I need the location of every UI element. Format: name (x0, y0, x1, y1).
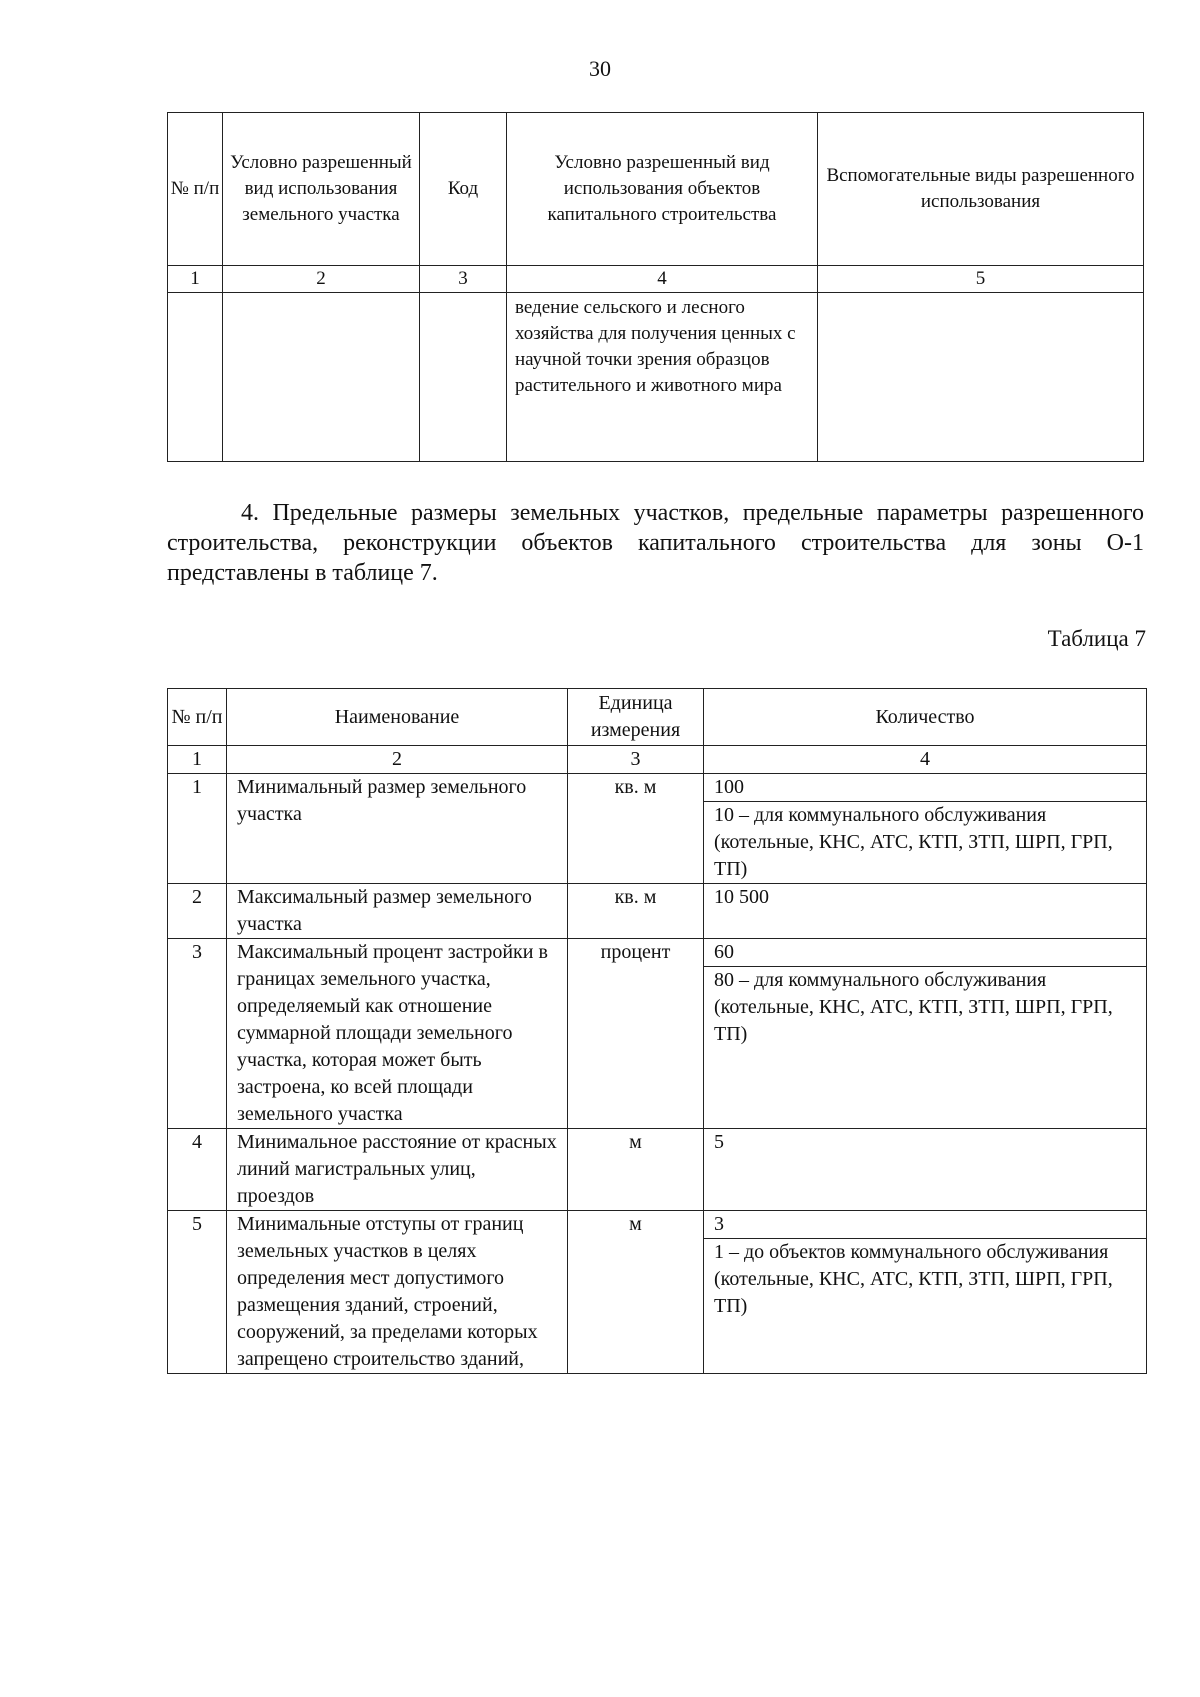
quantity-value: 10 – для коммунального обслуживания (котельные, КНС, АТС, КТП, ЗТП, ШРП, ГРП, ТП) (714, 804, 1113, 880)
row-quantity (704, 774, 1147, 884)
column-number: 5 (818, 266, 1144, 293)
quantity-value: 10 500 (714, 886, 769, 908)
quantity-value: 5 (714, 1131, 724, 1153)
row-name: Минимальный размер земельного участка (227, 774, 568, 884)
row-unit: процент (568, 939, 704, 1129)
header-cell: Условно разрешенный вид использования земельного участка (223, 113, 420, 266)
header-cell: Количество (704, 689, 1147, 746)
table-caption: Таблица 7 (1047, 626, 1146, 651)
header-cell: № п/п (168, 689, 227, 746)
header-cell: Код (420, 113, 507, 266)
table-row (168, 939, 1147, 1129)
table-cell: ведение сельского и лесного хозяйства для получения ценных с научной точки зрения образцов растительного и животного мира (507, 293, 818, 462)
quantity-value: 60 (704, 939, 1146, 967)
quantity-value: 100 (704, 774, 1146, 802)
table-row (168, 1211, 1147, 1374)
table-cell (223, 293, 420, 462)
column-number: 4 (704, 746, 1147, 774)
table-row (168, 293, 1144, 462)
header-cell: Наименование (227, 689, 568, 746)
row-quantity (704, 1129, 1147, 1211)
row-number: 5 (168, 1211, 227, 1374)
row-number: 3 (168, 939, 227, 1129)
row-quantity (704, 884, 1147, 939)
row-name: Минимальное расстояние от красных линий магистральных улиц, проездов (227, 1129, 568, 1211)
row-unit: м (568, 1211, 704, 1374)
table-header-row (168, 689, 1147, 746)
table-cell (168, 293, 223, 462)
table-row (168, 884, 1147, 939)
row-number: 2 (168, 884, 227, 939)
table-cell (420, 293, 507, 462)
row-number: 4 (168, 1129, 227, 1211)
table-row (168, 774, 1147, 884)
column-number: 1 (168, 746, 227, 774)
limits-table (167, 688, 1147, 1374)
column-number-row (168, 266, 1144, 293)
table-header-row (168, 113, 1144, 266)
permitted-use-table (167, 112, 1144, 462)
row-unit: кв. м (568, 884, 704, 939)
paragraph-text: 4. Предельные размеры земельных участков, предельные параметры разрешенного строительства, реконструкции объектов капитального строительства для зоны О-1 представлены в таблице 7. (167, 500, 1144, 586)
page-number: 30 (589, 56, 611, 81)
column-number-row (168, 746, 1147, 774)
quantity-value: 1 – до объектов коммунального обслуживания (котельные, КНС, АТС, КТП, ЗТП, ШРП, ГРП, ТП) (714, 1241, 1113, 1317)
header-cell: Единица измерения (568, 689, 704, 746)
row-unit: кв. м (568, 774, 704, 884)
column-number: 3 (420, 266, 507, 293)
column-number: 4 (507, 266, 818, 293)
column-number: 2 (223, 266, 420, 293)
row-quantity (704, 1211, 1147, 1374)
table-cell (818, 293, 1144, 462)
row-name: Максимальный процент застройки в границах земельного участка, определяемый как отношение суммарной площади земельного участка, которая может быть застроена, ко всей площади земельного участка (227, 939, 568, 1129)
row-quantity (704, 939, 1147, 1129)
table-row (168, 1129, 1147, 1211)
row-number: 1 (168, 774, 227, 884)
header-cell: № п/п (168, 113, 223, 266)
column-number: 2 (227, 746, 568, 774)
header-cell: Вспомогательные виды разрешенного использования (818, 113, 1144, 266)
row-name: Минимальные отступы от границ земельных участков в целях определения мест допустимого размещения зданий, строений, сооружений, за пределами которых запрещено строительство зданий, (227, 1211, 568, 1374)
header-cell: Условно разрешенный вид использования объектов капитального строительства (507, 113, 818, 266)
row-name: Максимальный размер земельного участка (227, 884, 568, 939)
row-unit: м (568, 1129, 704, 1211)
quantity-value: 3 (704, 1211, 1146, 1239)
body-paragraph (167, 498, 1144, 588)
column-number: 1 (168, 266, 223, 293)
quantity-value: 80 – для коммунального обслуживания (котельные, КНС, АТС, КТП, ЗТП, ШРП, ГРП, ТП) (714, 969, 1113, 1045)
column-number: 3 (568, 746, 704, 774)
